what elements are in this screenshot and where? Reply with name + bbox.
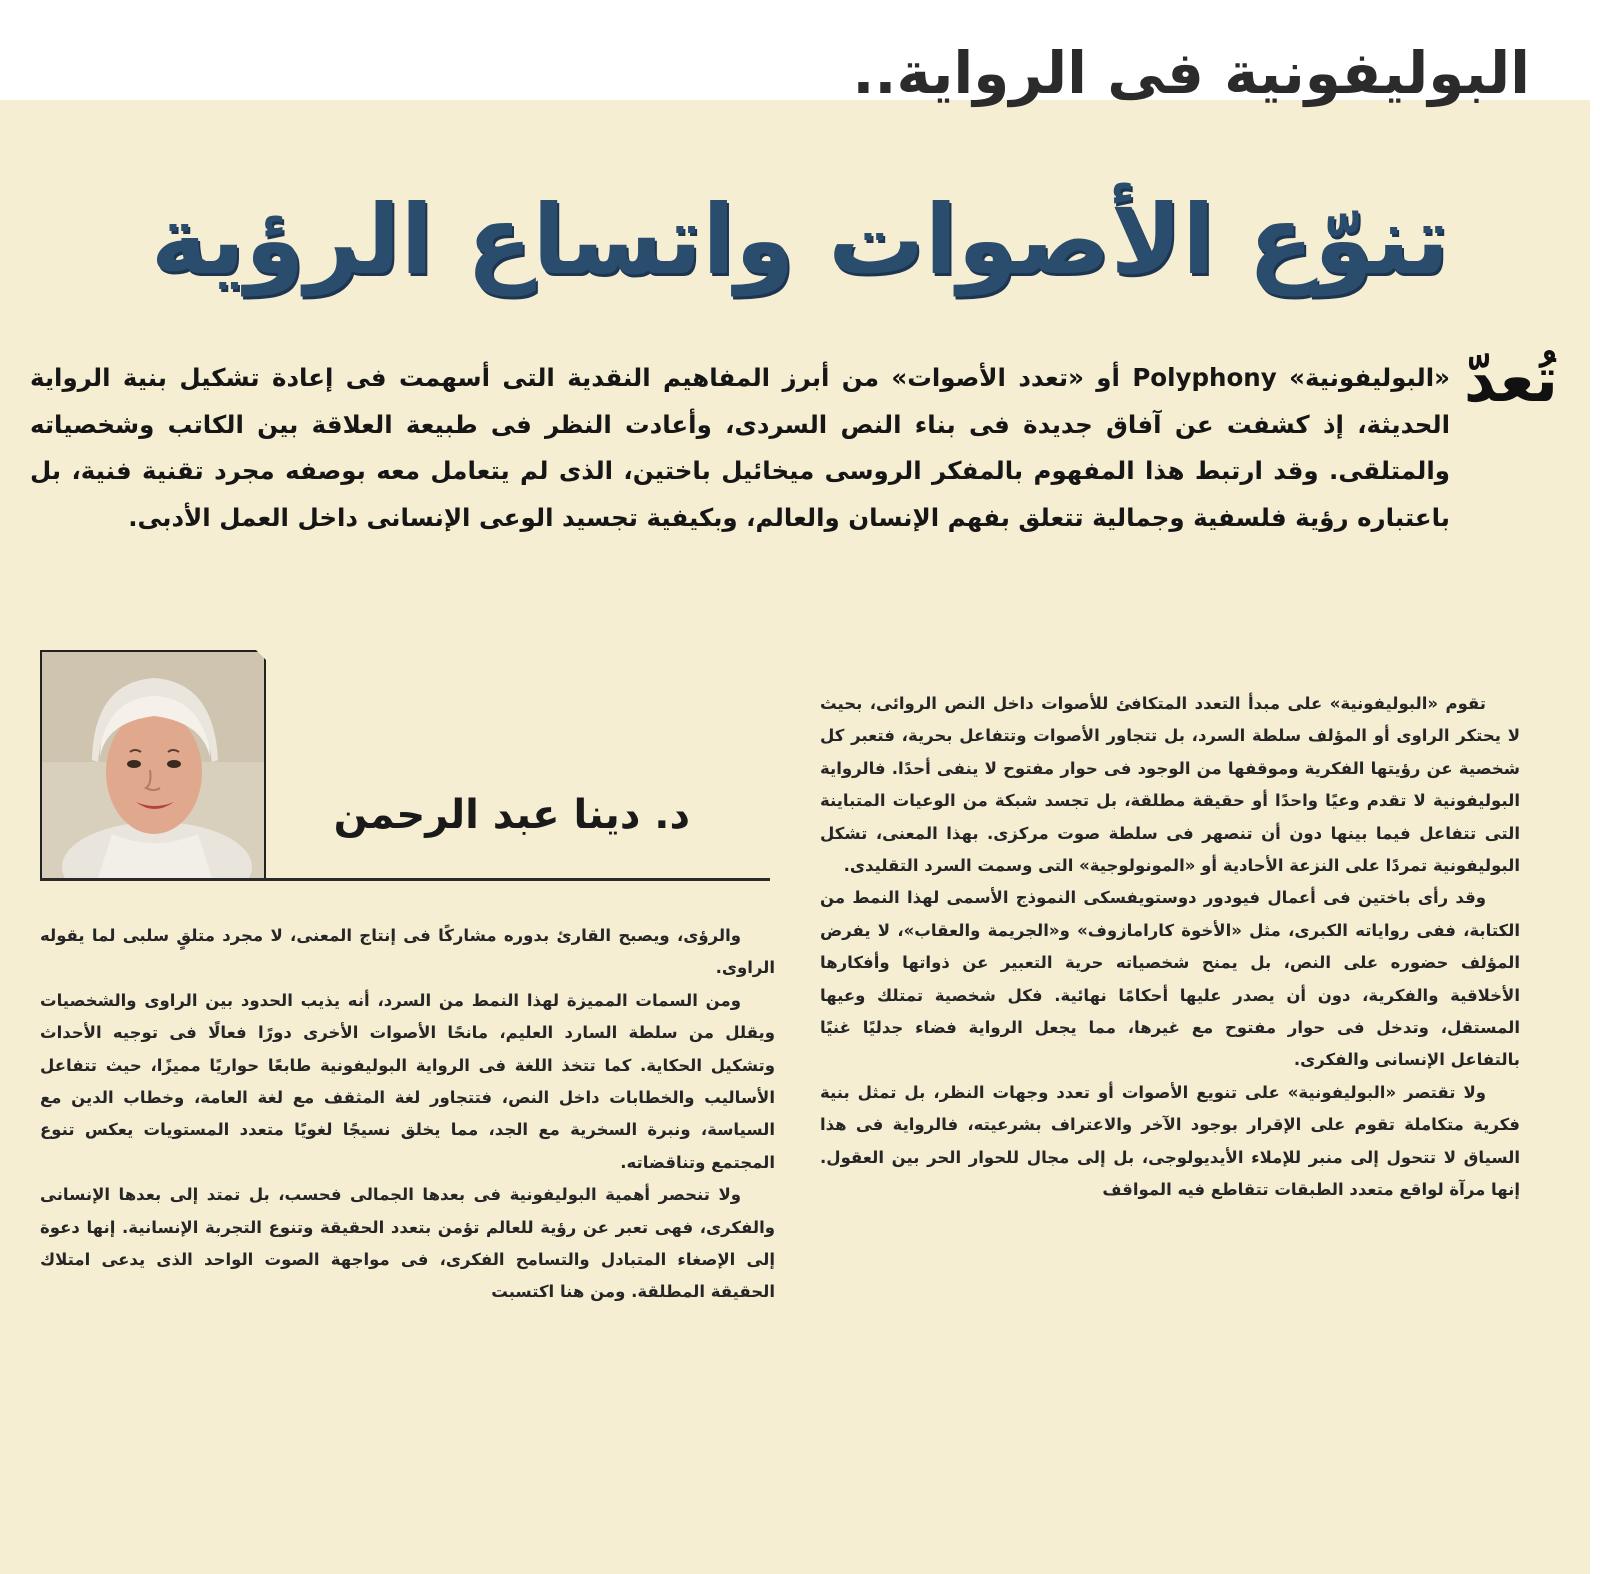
lead-dropcap: تُعدّ [1463,343,1558,416]
paragraph: والرؤى، ويصبح القارئ بدوره مشاركًا فى إنتاج المعنى، لا مجرد متلقٍ سلبى لما يقوله الراوى. [40,926,775,978]
author-photo [40,650,266,880]
article-headline: تنوّع الأصوات واتساع الرؤية [150,184,1450,296]
article-column-left [40,920,775,1560]
paragraph: وقد رأى باختين فى أعمال فيودور دوستويفسكى النموذج الأسمى لهذا النمط من الكتابة، ففى رواياته الكبرى، مثل «الأخوة كارامازوف» و«الجريمة والعقاب»، لا يفرض المؤلف حضوره على النص، بل يمنح شخصياته حرية التعبير عن ذواتها وأفكارها الأخلاقية والفكرية، دون أن يصدر عليها أحكامًا نهائية. فكل شخصية تمتلك وعيها المستقل، وتدخل فى حوار مفتوح مع غيرها، مما يجعل الرواية فضاء جدليًا غنيًا بالتفاعل الإنسانى والفكرى. [820,888,1520,1070]
paragraph: ولا تنحصر أهمية البوليفونية فى بعدها الجمالى فحسب، بل تمتد إلى بعدها الإنسانى والفكرى، فهى تعبر عن رؤية للعالم تؤمن بتعدد الحقيقة وتنوع التجربة الإنسانية. إنها دعوة إلى الإصغاء المتبادل والتسامح الفكرى، فى مواجهة الصوت الواحد الذى يدعى امتلاك الحقيقة المطلقة. ومن هنا اكتسبت [40,1185,775,1302]
author-byline: د. دينا عبد الرحمن [333,792,690,838]
byline-divider [40,878,770,881]
article-kicker: البوليفونية فى الرواية.. [852,39,1530,107]
photo-corner-fold [256,650,268,662]
paragraph: ولا تقتصر «البوليفونية» على تنويع الأصوات أو تعدد وجهات النظر، بل تمثل بنية فكرية متكاملة تقوم على الإقرار بوجود الآخر والاعتراف بشرعيته، فالرواية فى هذا السياق لا تتحول إلى منبر للإملاء الأيديولوجى، بل إلى مجال للحوار الحر بين العقول. إنها مرآة لواقع متعدد الطبقات تتقاطع فيه المواقف [820,1082,1520,1200]
article-lead: «البوليفونية» Polyphony أو «تعدد الأصوات» من أبرز المفاهيم النقدية التى أسهمت فى إعادة تشكيل بنية الرواية الحديثة، إذ كشفت عن آفاق جديدة فى بناء النص السردى، وأعادت النظر فى طبيعة العلاقة بين الكاتب وشخصياته والمتلقى. وقد ارتبط هذا المفهوم بالمفكر الروسى ميخائيل باختين، الذى لم يتعامل معه بوصفه مجرد تقنية فنية، بل باعتباره رؤية فلسفية وجمالية تتعلق بفهم الإنسان والعالم، وبكيفية تجسيد الوعى الإنسانى داخل العمل الأدبى. [30,363,1450,532]
paragraph: تقوم «البوليفونية» على مبدأ التعدد المتكافئ للأصوات داخل النص الروائى، بحيث لا يحتكر الراوى أو المؤلف سلطة السرد، بل تتجاور الأصوات وتتفاعل بحرية، فتعبر كل شخصية عن رؤيتها الفكرية وموقفها من الوجود فى حوار مفتوح لا ينفى أحدًا. فالرواية البوليفونية لا تقدم وعيًا واحدًا أو حقيقة مطلقة، بل تجسد شبكة من الوعيات المتباينة التى تتفاعل فيما بينها دون أن تنصهر فى سلطة صوت مركزى. بهذا المعنى، تشكل البوليفونية تمردًا على النزعة الأحادية أو «المونولوجية» التى وسمت السرد التقليدى. [820,694,1520,876]
author-portrait-image [42,652,264,878]
article-column-right [820,688,1520,1558]
paragraph: ومن السمات المميزة لهذا النمط من السرد، أنه يذيب الحدود بين الراوى والشخصيات ويقلل من سلطة السارد العليم، مانحًا الأصوات الأخرى دورًا فعالًا فى توجيه الأحداث وتشكيل الحكاية. كما تتخذ اللغة فى الرواية البوليفونية طابعًا حواريًا مميزًا، حيث تتفاعل الأساليب والخطابات داخل النص، فتتجاور لغة المثقف مع لغة العامة، وخطاب الدين مع السياسة، ونبرة السخرية مع الجد، مما يخلق نسيجًا لغويًا متعدد المستويات يعكس تنوع المجتمع وتناقضاته. [40,990,775,1172]
